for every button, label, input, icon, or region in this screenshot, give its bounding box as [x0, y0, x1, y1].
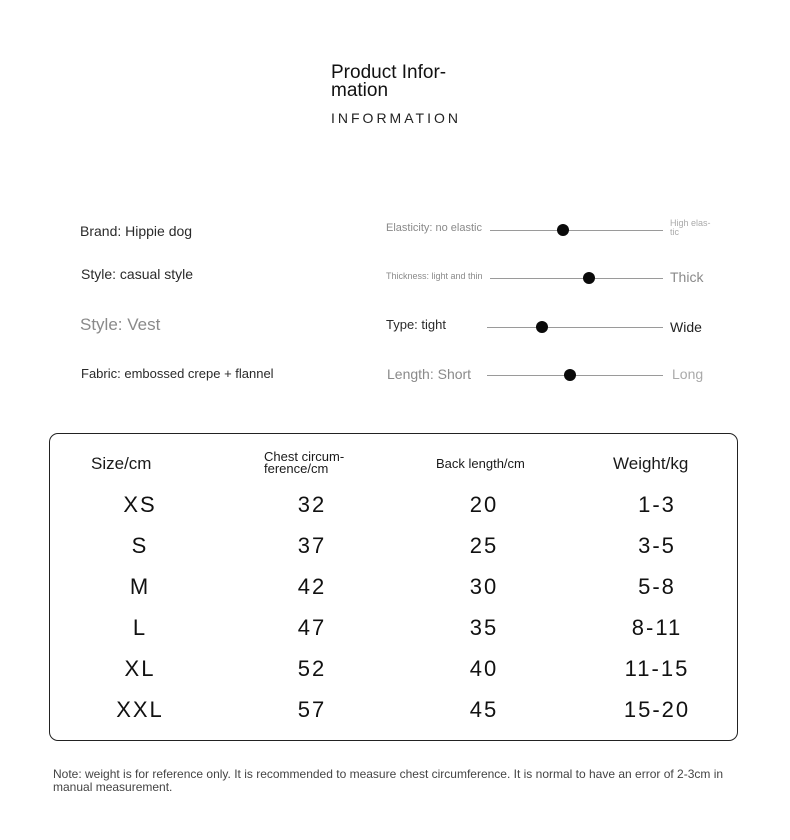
slider-track [487, 327, 663, 328]
table-cell-chest: 42 [297, 574, 327, 599]
slider-left-label: Thickness: light and thin [386, 271, 483, 281]
slider-right-label: High elas- tic [670, 218, 711, 237]
table-cell-chest: 57 [297, 697, 327, 722]
table-cell-back-length: 25 [469, 533, 499, 558]
slider-right-label: Wide [670, 319, 702, 335]
slider-track [490, 230, 663, 231]
table-cell-chest: 47 [297, 615, 327, 640]
table-header-back-length: Back length/cm [436, 456, 525, 471]
table-cell-back-length: 35 [469, 615, 499, 640]
table-cell-back-length: 20 [469, 492, 499, 517]
slider-left-label: Elasticity: no elastic [386, 222, 482, 234]
slider-left-label: Type: tight [386, 317, 446, 332]
table-cell-size: L [132, 615, 148, 640]
table-cell-size: XS [123, 492, 157, 517]
table-cell-size: S [131, 533, 149, 558]
slider-knob [564, 369, 576, 381]
table-cell-size: XXL [116, 697, 164, 722]
table-cell-chest: 52 [297, 656, 327, 681]
table-cell-weight: 15-20 [623, 697, 691, 722]
slider-left-label: Length: Short [387, 366, 472, 382]
page-title: Product Infor- mation [331, 62, 447, 101]
table-cell-size: XL [124, 656, 156, 681]
table-cell-chest: 37 [297, 533, 327, 558]
table-cell-back-length: 30 [469, 574, 499, 599]
slider-track [490, 278, 663, 279]
table-header-weight: Weight/kg [613, 454, 689, 473]
table-cell-weight: 5-8 [638, 574, 676, 599]
table-cell-chest: 32 [297, 492, 327, 517]
slider-type [386, 311, 726, 341]
slider-right-label: Long [672, 366, 704, 382]
slider-thickness [386, 262, 726, 292]
footnote: Note: weight is for reference only. It is recommended to measure chest circumference. It is normal to have an error of 2-3cm in manual measurement. [53, 767, 724, 794]
slider-elasticity [386, 214, 726, 244]
table-cell-size: M [129, 574, 151, 599]
table-cell-weight: 11-15 [624, 656, 690, 681]
size-table [49, 433, 738, 741]
table-header-chest: Chest circum- ference/cm [264, 449, 345, 476]
table-cell-back-length: 40 [469, 656, 499, 681]
attribute-brand: Brand: Hippie dog [80, 223, 193, 239]
slider-length [386, 359, 726, 389]
slider-right-label: Thick [670, 269, 704, 285]
slider-knob [583, 272, 595, 284]
attribute-fabric: Fabric: embossed crepe + flannel [81, 366, 274, 381]
table-cell-weight: 8-11 [631, 615, 683, 640]
table-header-size: Size/cm [91, 454, 152, 473]
table-cell-weight: 1-3 [638, 492, 676, 517]
slider-knob [536, 321, 548, 333]
page-subtitle: INFORMATION [331, 110, 461, 126]
attribute-style-vest: Style: Vest [80, 315, 161, 334]
table-cell-weight: 3-5 [638, 533, 676, 558]
slider-knob [557, 224, 569, 236]
attribute-style-casual: Style: casual style [81, 266, 194, 282]
table-cell-back-length: 45 [469, 697, 499, 722]
